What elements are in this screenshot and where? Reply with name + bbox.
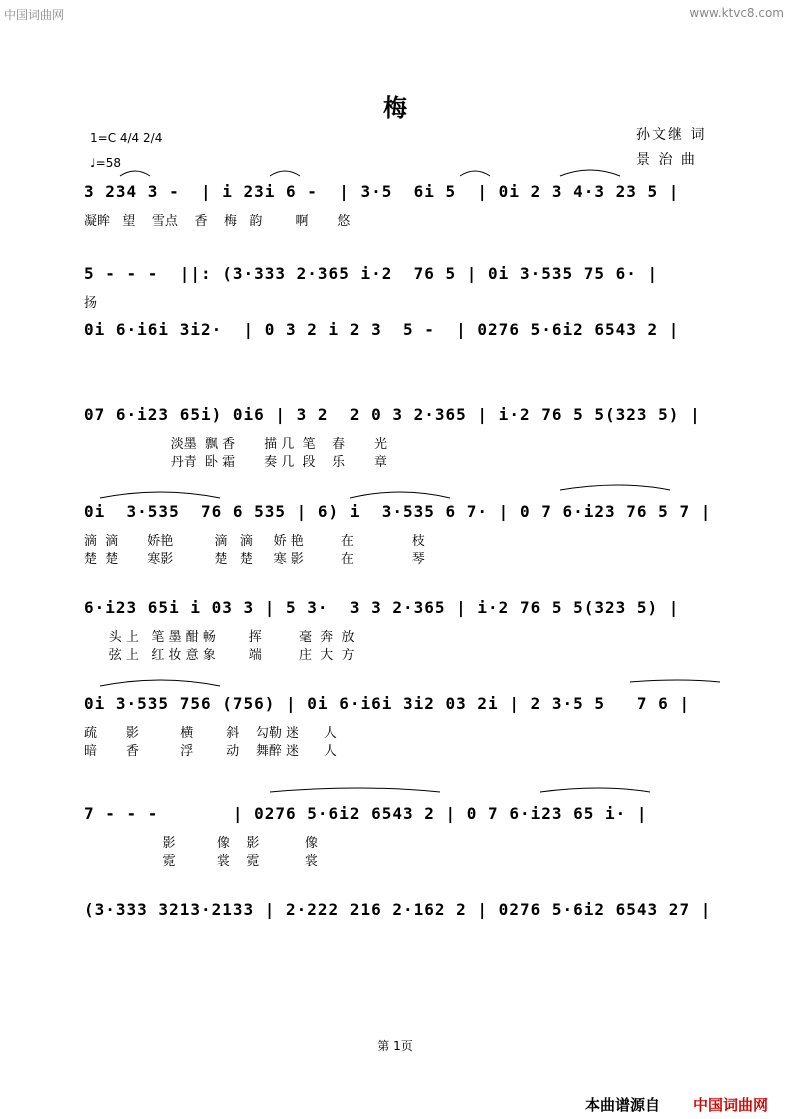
lyric-line: 楚 楚 寒影 楚 楚 寒 影 在 琴 [84,552,425,567]
lyricist-credit: 孙文继 词 [636,127,707,143]
notation-notes: 0i 3·535 76 6 535 | 6) i 3·535 6 7· | 0 7 6·i23 76 5 7 | [84,502,712,521]
lyric-line: 丹青 卧 霜 奏 几 段 乐 章 [84,455,387,470]
lyric-line: 疏 影 横 斜 勾勒 迷 人 [84,726,337,741]
source-site: 中国词曲网 [693,1096,769,1114]
notation-notes: 6·i23 65i i 03 3 | 5 3· 3 3 2·365 | i·2 76 5 5(323 5) | [84,598,680,617]
lyric-line: 弦 上 红 妆 意 象 端 庄 大 方 [84,648,355,663]
lyric-line: 影 像 影 像 [84,836,318,851]
lyric-line: 淡墨 飘 香 描 几 笔 春 光 [84,437,387,452]
composer-credit: 景 治 曲 [636,152,697,168]
lyric-line: 扬 [84,296,98,311]
notation-notes: 3 234 3 - | i 23i 6 - | 3·5 6i 5 | 0i 2 3 4·3 23 5 | [84,182,680,201]
lyric-line: 凝眸 望 雪点 香 梅 韵 啊 悠 [84,214,351,229]
notation-notes: 0i 6·i6i 3i2· | 0 3 2 i 2 3 5 - | 0276 5·6i2 6543 2 | [84,320,680,339]
source-label: 本曲谱源自 [585,1096,661,1114]
page-number: 第 1页 [377,1039,413,1053]
page-title: 梅 [383,93,407,122]
lyric-line: 头 上 笔 墨 酣 畅 挥 毫 奔 放 [84,630,355,645]
watermark-right: www.ktvc8.com [689,6,784,20]
lyric-line: 暗 香 浮 动 舞醉 迷 人 [84,744,337,759]
notation-notes: 5 - - - ||: (3·333 2·365 i·2 76 5 | 0i 3·535 75 6· | [84,264,659,283]
notation-notes: 7 - - - | 0276 5·6i2 6543 2 | 0 7 6·i23 65 i· | [84,804,648,823]
lyric-line: 霓 裳 霓 裳 [84,854,318,869]
notation-notes: 0i 3·535 756 (756) | 0i 6·i6i 3i2 03 2i | 2 3·5 5 7 6 | [84,694,691,713]
notation-notes: (3·333 3213·2133 | 2·222 216 2·162 2 | 0276 5·6i2 6543 27 | [84,900,712,919]
lyric-line: 滴 滴 娇艳 滴 滴 娇 艳 在 枝 [84,534,425,549]
key-signature: 1=C 4/4 2/4 [90,131,163,145]
watermark-left: 中国词曲网 [4,8,65,22]
tempo-marking: ♩=58 [90,156,121,170]
notation-notes: 07 6·i23 65i) 0i6 | 3 2 2 0 3 2·365 | i·2 76 5 5(323 5) | [84,405,701,424]
